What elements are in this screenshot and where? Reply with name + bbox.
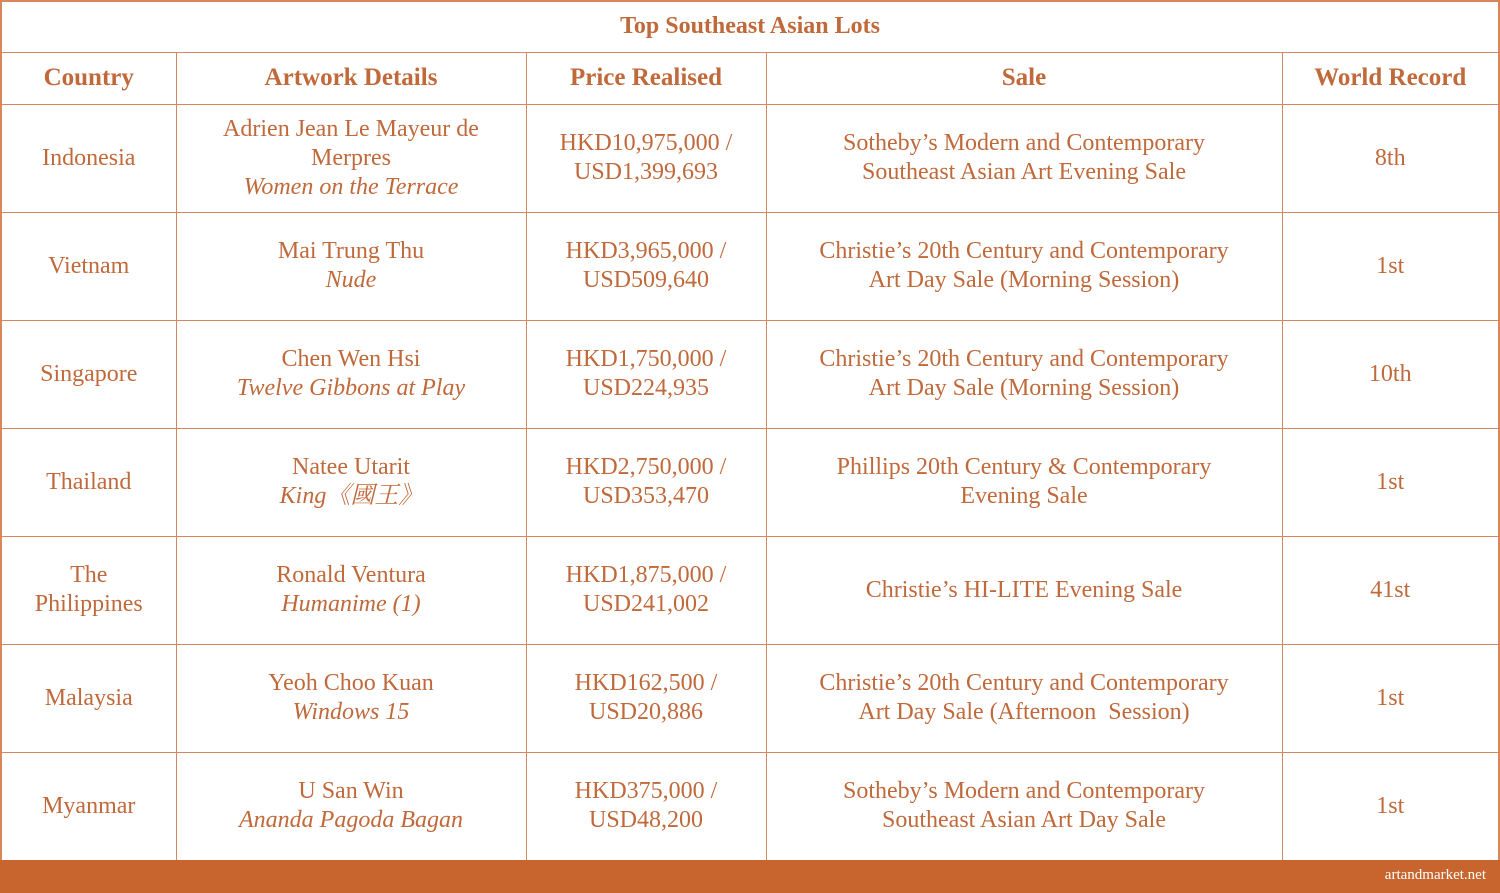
world-record-cell: 10th <box>1282 320 1498 428</box>
sale-name-line-1: Phillips 20th Century & Contemporary <box>836 454 1212 480</box>
table-row <box>2 536 1498 644</box>
table-row <box>2 644 1498 752</box>
sale-cell <box>766 320 1282 428</box>
header-price-realised: Price Realised <box>526 52 766 104</box>
sale-name-line-2: Art Day Sale (Morning Session) <box>868 375 1180 401</box>
artist-name: Mai Trung Thu <box>277 238 425 264</box>
header-artwork-details: Artwork Details <box>176 52 526 104</box>
sale-cell <box>766 428 1282 536</box>
artwork-cell <box>176 212 526 320</box>
price-hkd: HKD375,000 / <box>574 778 718 805</box>
sale-name-line-1: Sotheby’s Modern and Contemporary <box>843 778 1205 805</box>
artwork-cell <box>176 428 526 536</box>
sale-cell <box>766 752 1282 860</box>
header-row <box>2 52 1498 104</box>
price-usd: USD241,002 <box>582 591 709 617</box>
artwork-title: Windows 15 <box>292 699 410 725</box>
price-usd: USD224,935 <box>582 375 709 401</box>
price-hkd: HKD10,975,000 / <box>559 130 733 156</box>
artwork-cell <box>176 536 526 644</box>
price-hkd: HKD1,750,000 / <box>565 346 727 372</box>
table-row <box>2 752 1498 860</box>
sale-cell <box>766 104 1282 212</box>
source-credit: artandmarket.net <box>1384 867 1486 883</box>
sale-name-line-1: Sotheby’s Modern and Contemporary <box>843 130 1205 156</box>
sale-name-line-2: Art Day Sale (Afternoon Session) <box>858 699 1190 725</box>
price-cell <box>526 752 766 860</box>
price-cell <box>526 644 766 752</box>
price-usd: USD48,200 <box>588 807 703 834</box>
artist-name: Adrien Jean Le Mayeur de Merpres <box>223 115 479 171</box>
price-cell <box>526 428 766 536</box>
artwork-cell <box>176 644 526 752</box>
table-body <box>2 104 1498 860</box>
price-hkd: HKD3,965,000 / <box>565 238 727 264</box>
sale-name-line-1: Christie’s 20th Century and Contemporary <box>819 346 1229 372</box>
artist-name: Yeoh Choo Kuan <box>268 670 434 696</box>
artist-name: Chen Wen Hsi <box>281 346 421 372</box>
artwork-title: Humanime (1) <box>281 591 421 617</box>
sale-name-line-2: Southeast Asian Art Evening Sale <box>862 159 1186 185</box>
title-row <box>2 2 1498 52</box>
country-cell: Singapore <box>2 320 176 428</box>
artwork-cell <box>176 320 526 428</box>
table-title: Top Southeast Asian Lots <box>2 2 1498 52</box>
price-usd: USD353,470 <box>582 483 709 509</box>
artist-name: Natee Utarit <box>292 454 410 480</box>
world-record-cell: 1st <box>1282 428 1498 536</box>
price-usd: USD509,640 <box>582 267 709 293</box>
header-world-record: World Record <box>1282 52 1498 104</box>
lots-table <box>2 2 1498 860</box>
artwork-title: Ananda Pagoda Bagan <box>239 807 463 834</box>
price-hkd: HKD2,750,000 / <box>565 454 727 480</box>
price-cell <box>526 536 766 644</box>
country-cell: Vietnam <box>2 212 176 320</box>
world-record-cell: 1st <box>1282 644 1498 752</box>
country-name: The Philippines <box>34 562 143 617</box>
world-record-cell: 8th <box>1282 104 1498 212</box>
country-cell <box>2 536 176 644</box>
world-record-cell: 41st <box>1282 536 1498 644</box>
artwork-cell <box>176 752 526 860</box>
price-cell <box>526 104 766 212</box>
artwork-title: Twelve Gibbons at Play <box>236 375 466 401</box>
price-cell <box>526 320 766 428</box>
price-usd: USD20,886 <box>588 699 703 725</box>
artwork-cell <box>176 104 526 212</box>
country-cell: Indonesia <box>2 104 176 212</box>
artwork-title: Women on the Terrace <box>243 173 459 200</box>
header-country: Country <box>2 52 176 104</box>
sale-cell <box>766 212 1282 320</box>
country-cell: Thailand <box>2 428 176 536</box>
table-row <box>2 320 1498 428</box>
price-hkd: HKD1,875,000 / <box>565 562 727 588</box>
sale-cell <box>766 644 1282 752</box>
sale-name-line-1: Christie’s 20th Century and Contemporary <box>819 238 1229 264</box>
artwork-title: King《國王》 <box>279 483 423 509</box>
sale-name-line-2: Art Day Sale (Morning Session) <box>868 267 1180 293</box>
country-cell: Myanmar <box>2 752 176 860</box>
table-row <box>2 104 1498 212</box>
world-record-cell: 1st <box>1282 752 1498 860</box>
table-row <box>2 212 1498 320</box>
sale-name-line-1: Christie’s HI-LITE Evening Sale <box>865 576 1183 603</box>
sale-name-line-2: Evening Sale <box>960 483 1088 509</box>
footer-bar <box>0 860 1500 893</box>
artist-name: U San Win <box>298 778 404 805</box>
sale-cell <box>766 536 1282 644</box>
price-cell <box>526 212 766 320</box>
world-record-cell: 1st <box>1282 212 1498 320</box>
artwork-title: Nude <box>325 267 377 293</box>
price-hkd: HKD162,500 / <box>574 670 718 696</box>
header-sale: Sale <box>766 52 1282 104</box>
table-row <box>2 428 1498 536</box>
sale-name-line-1: Christie’s 20th Century and Contemporary <box>819 670 1229 696</box>
price-usd: USD1,399,693 <box>573 159 718 185</box>
artist-name: Ronald Ventura <box>276 562 426 588</box>
sale-name-line-2: Southeast Asian Art Day Sale <box>882 807 1166 834</box>
country-cell: Malaysia <box>2 644 176 752</box>
